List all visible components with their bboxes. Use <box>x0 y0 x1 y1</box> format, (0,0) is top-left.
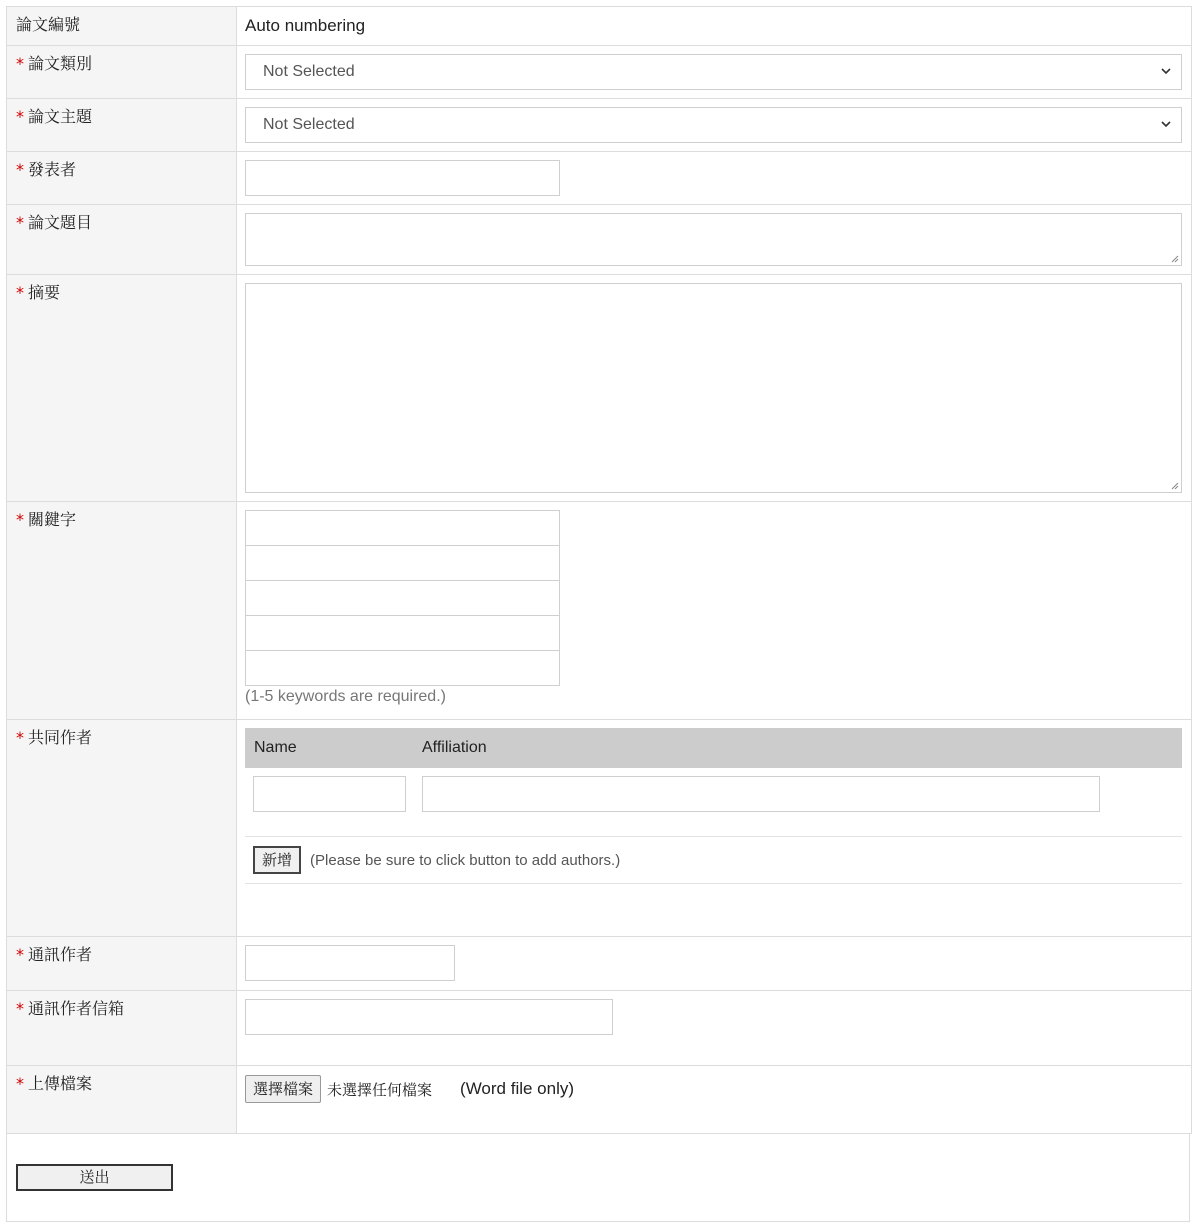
category-label-text: 論文類別 <box>28 54 93 73</box>
keywords-hint: (1-5 keywords are required.) <box>245 688 446 705</box>
coauthors-label <box>7 720 237 936</box>
required-mark: * <box>16 728 24 747</box>
resize-grip-icon[interactable] <box>1170 254 1179 263</box>
corresponding-email-label-text: 通訊作者信箱 <box>28 999 125 1018</box>
coauthor-name-input[interactable] <box>253 776 406 812</box>
abstract-label <box>7 275 237 501</box>
topic-select[interactable] <box>245 107 1182 143</box>
presenter-label-text: 發表者 <box>28 160 77 179</box>
submit-button[interactable]: 送出 <box>16 1164 173 1191</box>
resize-grip-icon[interactable] <box>1170 481 1179 490</box>
coauthor-input-row <box>245 768 1182 837</box>
required-mark: * <box>16 160 24 179</box>
corresponding-author-input[interactable] <box>245 945 455 981</box>
coauthor-affiliation-input[interactable] <box>422 776 1100 812</box>
required-mark: * <box>16 945 24 964</box>
file-status-text: 未選擇任何檔案 <box>327 1080 433 1099</box>
required-mark: * <box>16 1074 24 1093</box>
paper-number-label: 論文編號 <box>7 7 237 45</box>
chevron-down-icon <box>1159 64 1173 78</box>
submit-area <box>6 1133 1190 1222</box>
keyword-inputs <box>245 510 1183 686</box>
row-abstract <box>7 275 1191 502</box>
row-keywords <box>7 502 1191 720</box>
row-topic <box>7 99 1191 152</box>
keywords-label <box>7 502 237 719</box>
row-category <box>7 46 1191 99</box>
paper-submission-form <box>6 6 1192 1134</box>
row-corresponding-email <box>7 991 1191 1066</box>
add-coauthor-button[interactable]: 新增 <box>253 846 301 874</box>
keyword-input-4[interactable] <box>245 615 560 651</box>
required-mark: * <box>16 283 24 302</box>
presenter-label <box>7 152 237 204</box>
coauthor-affiliation-header: Affiliation <box>422 739 487 756</box>
corresponding-email-input[interactable] <box>245 999 613 1035</box>
word-file-note: (Word file only) <box>460 1079 575 1098</box>
required-mark: * <box>16 510 24 529</box>
file-upload-control <box>245 1074 1183 1104</box>
keyword-input-5[interactable] <box>245 650 560 686</box>
abstract-label-text: 摘要 <box>28 283 61 302</box>
row-presenter <box>7 152 1191 205</box>
add-coauthor-row <box>245 837 1182 884</box>
keyword-input-1[interactable] <box>245 510 560 546</box>
coauthors-label-text: 共同作者 <box>28 728 93 747</box>
upload-label <box>7 1066 237 1133</box>
category-selected-value: Not Selected <box>263 63 355 80</box>
paper-number-value: Auto numbering <box>245 16 366 35</box>
upload-label-text: 上傳檔案 <box>28 1074 93 1093</box>
title-textarea[interactable] <box>245 213 1182 266</box>
coauthor-name-header: Name <box>254 739 297 756</box>
corresponding-author-label <box>7 937 237 990</box>
choose-file-button[interactable]: 選擇檔案 <box>245 1075 321 1103</box>
row-paper-number <box>7 7 1191 46</box>
chevron-down-icon <box>1159 117 1173 131</box>
required-mark: * <box>16 107 24 126</box>
row-corresponding-author <box>7 937 1191 991</box>
add-coauthor-note: (Please be sure to click button to add authors.) <box>310 851 621 869</box>
title-label-text: 論文題目 <box>28 213 93 232</box>
required-mark: * <box>16 999 24 1018</box>
category-select[interactable] <box>245 54 1182 90</box>
required-mark: * <box>16 54 24 73</box>
corresponding-author-label-text: 通訊作者 <box>28 945 93 964</box>
row-upload <box>7 1066 1191 1134</box>
row-title <box>7 205 1191 275</box>
category-label <box>7 46 237 98</box>
corresponding-email-label <box>7 991 237 1065</box>
topic-selected-value: Not Selected <box>263 116 355 133</box>
row-coauthors <box>7 720 1191 937</box>
keywords-label-text: 關鍵字 <box>28 510 77 529</box>
keyword-input-2[interactable] <box>245 545 560 581</box>
title-label <box>7 205 237 274</box>
keyword-input-3[interactable] <box>245 580 560 616</box>
presenter-input[interactable] <box>245 160 560 196</box>
abstract-textarea[interactable] <box>245 283 1182 493</box>
topic-label-text: 論文主題 <box>28 107 93 126</box>
coauthors-table-header <box>245 728 1182 768</box>
topic-label <box>7 99 237 151</box>
required-mark: * <box>16 213 24 232</box>
